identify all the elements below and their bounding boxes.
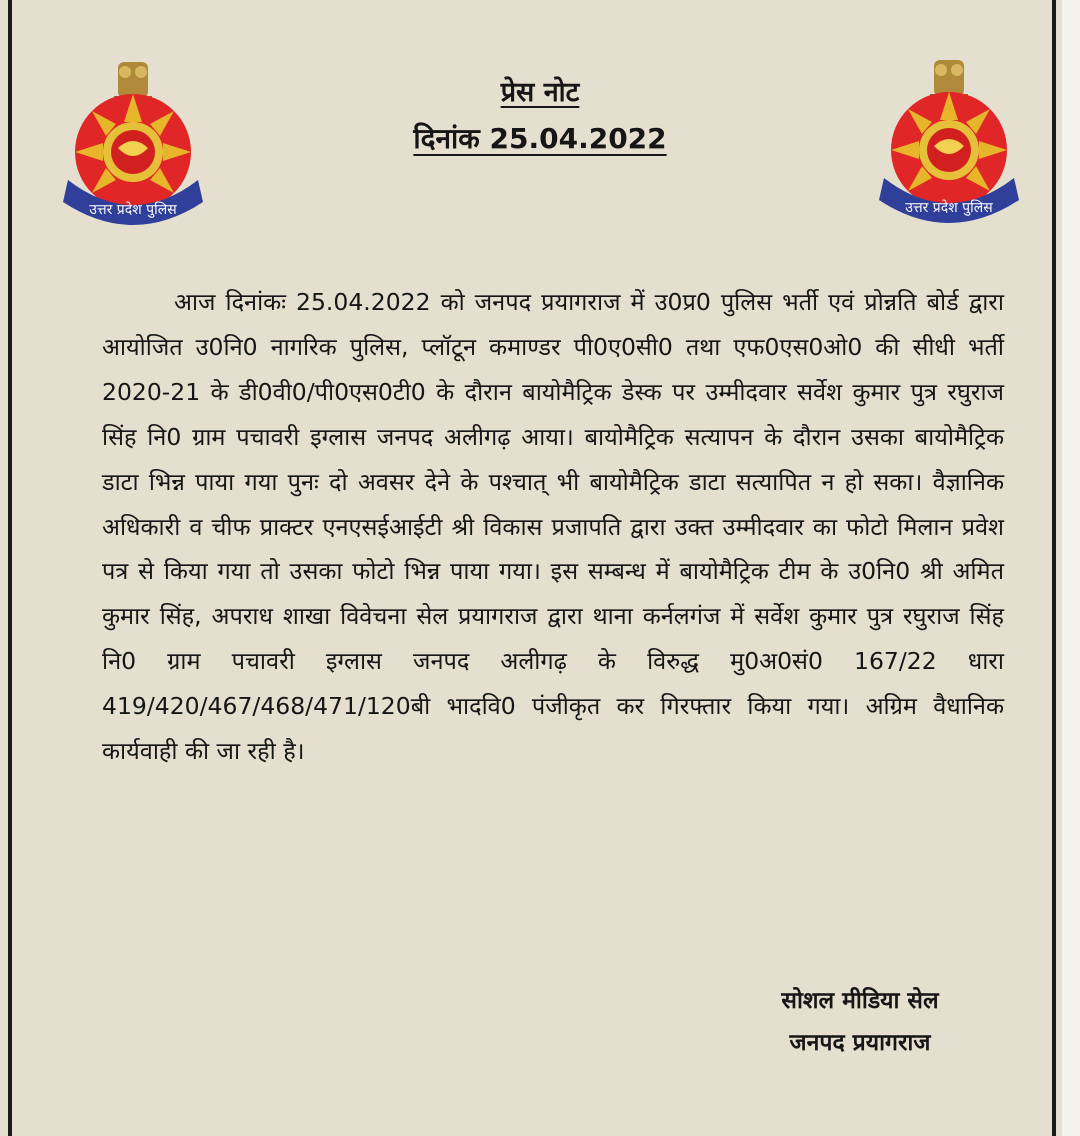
signature-line-1: सोशल मीडिया सेल (781, 988, 939, 1014)
signature-line-2: जनपद प्रयागराज (789, 1030, 931, 1056)
up-police-emblem-right (874, 50, 1024, 230)
up-police-emblem-left (58, 52, 208, 232)
left-border-line (8, 0, 12, 1136)
press-note-body: आज दिनांकः 25.04.2022 को जनपद प्रयागराज में उ0प्र0 पुलिस भर्ती एवं प्रोन्नति बोर्ड द्वारा आयोजित उ0नि0 नागरिक पुलिस, प्लॉटून कमाण्डर पी0ए0सी0 तथा एफ0एस0ओ0 की सीधी भर्ती 2020-21 के डी0वी0/पी0एस0टी0 के दौरान बायोमैट्रिक डेस्क पर उम्मीदवार सर्वेश कुमार पुत्र रघुराज सिंह नि0 ग्राम पचावरी इग्लास जनपद अलीगढ़ आया। बायोमैट्रिक सत्यापन के दौरान उसका बायोमैट्रिक डाटा भिन्न पाया गया पुनः दो अवसर देने के पश्चात् भी बायोमैट्रिक डाटा सत्यापित न हो सका। वैज्ञानिक अधिकारी व चीफ प्राक्टर एनएसईआईटी श्री विकास प्रजापति द्वारा उक्त उम्मीदवार का फोटो मिलान प्रवेश पत्र से किया गया तो उसका फोटो भिन्न पाया गया। इस सम्बन्ध में बायोमैट्रिक टीम के उ0नि0 श्री अमित कुमार सिंह, अपराध शाखा विवेचना सेल प्रयागराज द्वारा थाना कर्नलगंज में सर्वेश कुमार पुत्र रघुराज सिंह नि0 ग्राम पचावरी इग्लास जनपद अलीगढ़ के विरुद्ध मु0अ0सं0 167/22 धारा 419/420/467/468/471/120बी भादवि0 पंजीकृत कर गिरफ्तार किया गया। अग्रिम वैधानिक कार्यवाही की जा रही है। (102, 288, 1004, 766)
press-note-date: दिनांक 25.04.2022 (413, 122, 667, 155)
press-note-title: प्रेस नोट (500, 77, 580, 108)
emblem-ribbon-text: उत्तर प्रदेश पुलिस (89, 202, 177, 218)
signature-block (700, 980, 1020, 1064)
right-page-edge (1062, 0, 1080, 1136)
document-header (300, 72, 780, 157)
right-border-line (1052, 0, 1056, 1136)
emblem-ribbon-text: उत्तर प्रदेश पुलिस (905, 200, 993, 216)
